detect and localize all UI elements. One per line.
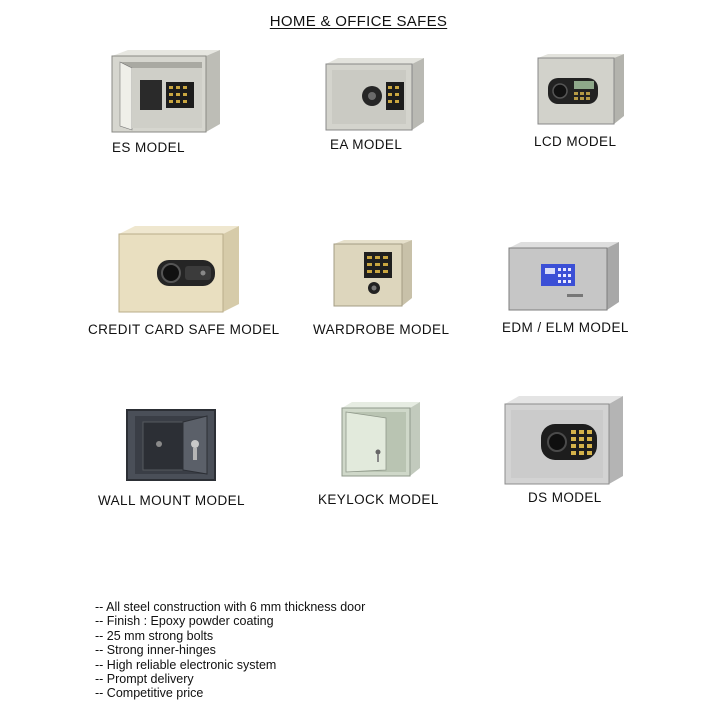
feature-item: -- High reliable electronic system xyxy=(95,657,277,672)
ea-model-image xyxy=(322,56,426,132)
feature-item: -- Strong inner-hinges xyxy=(95,643,216,658)
feature-item: -- All steel construction with 6 mm thickness door xyxy=(95,600,366,614)
feature-item: -- Finish : Epoxy powder coating xyxy=(95,614,274,629)
lcd-model-label: LCD MODEL xyxy=(534,134,617,149)
ea-model-label: EA MODEL xyxy=(330,137,403,152)
es-model-image xyxy=(106,48,222,134)
edm-elm-model-image xyxy=(505,240,621,312)
edm-elm-model-label: EDM / ELM MODEL xyxy=(502,320,629,335)
feature-list xyxy=(95,600,365,701)
keylock-model-image xyxy=(338,400,424,480)
wall-mount-model-label: WALL MOUNT MODEL xyxy=(98,493,245,508)
credit-card-safe-model-image xyxy=(113,224,241,314)
wall-mount-model-image xyxy=(125,404,219,484)
wardrobe-model-label: WARDROBE MODEL xyxy=(313,322,450,337)
ds-model-label: DS MODEL xyxy=(528,490,602,505)
feature-item: -- Competitive price xyxy=(95,686,204,701)
wardrobe-model-image xyxy=(330,238,414,308)
page-title: HOME & OFFICE SAFES xyxy=(269,13,448,30)
es-model-label: ES MODEL xyxy=(112,140,185,155)
feature-item: -- Prompt delivery xyxy=(95,672,194,687)
feature-item: -- 25 mm strong bolts xyxy=(95,628,214,643)
credit-card-safe-model-label: CREDIT CARD SAFE MODEL xyxy=(88,322,280,337)
ds-model-image xyxy=(501,394,625,486)
lcd-model-image xyxy=(534,52,626,126)
keylock-model-label: KEYLOCK MODEL xyxy=(318,492,439,507)
